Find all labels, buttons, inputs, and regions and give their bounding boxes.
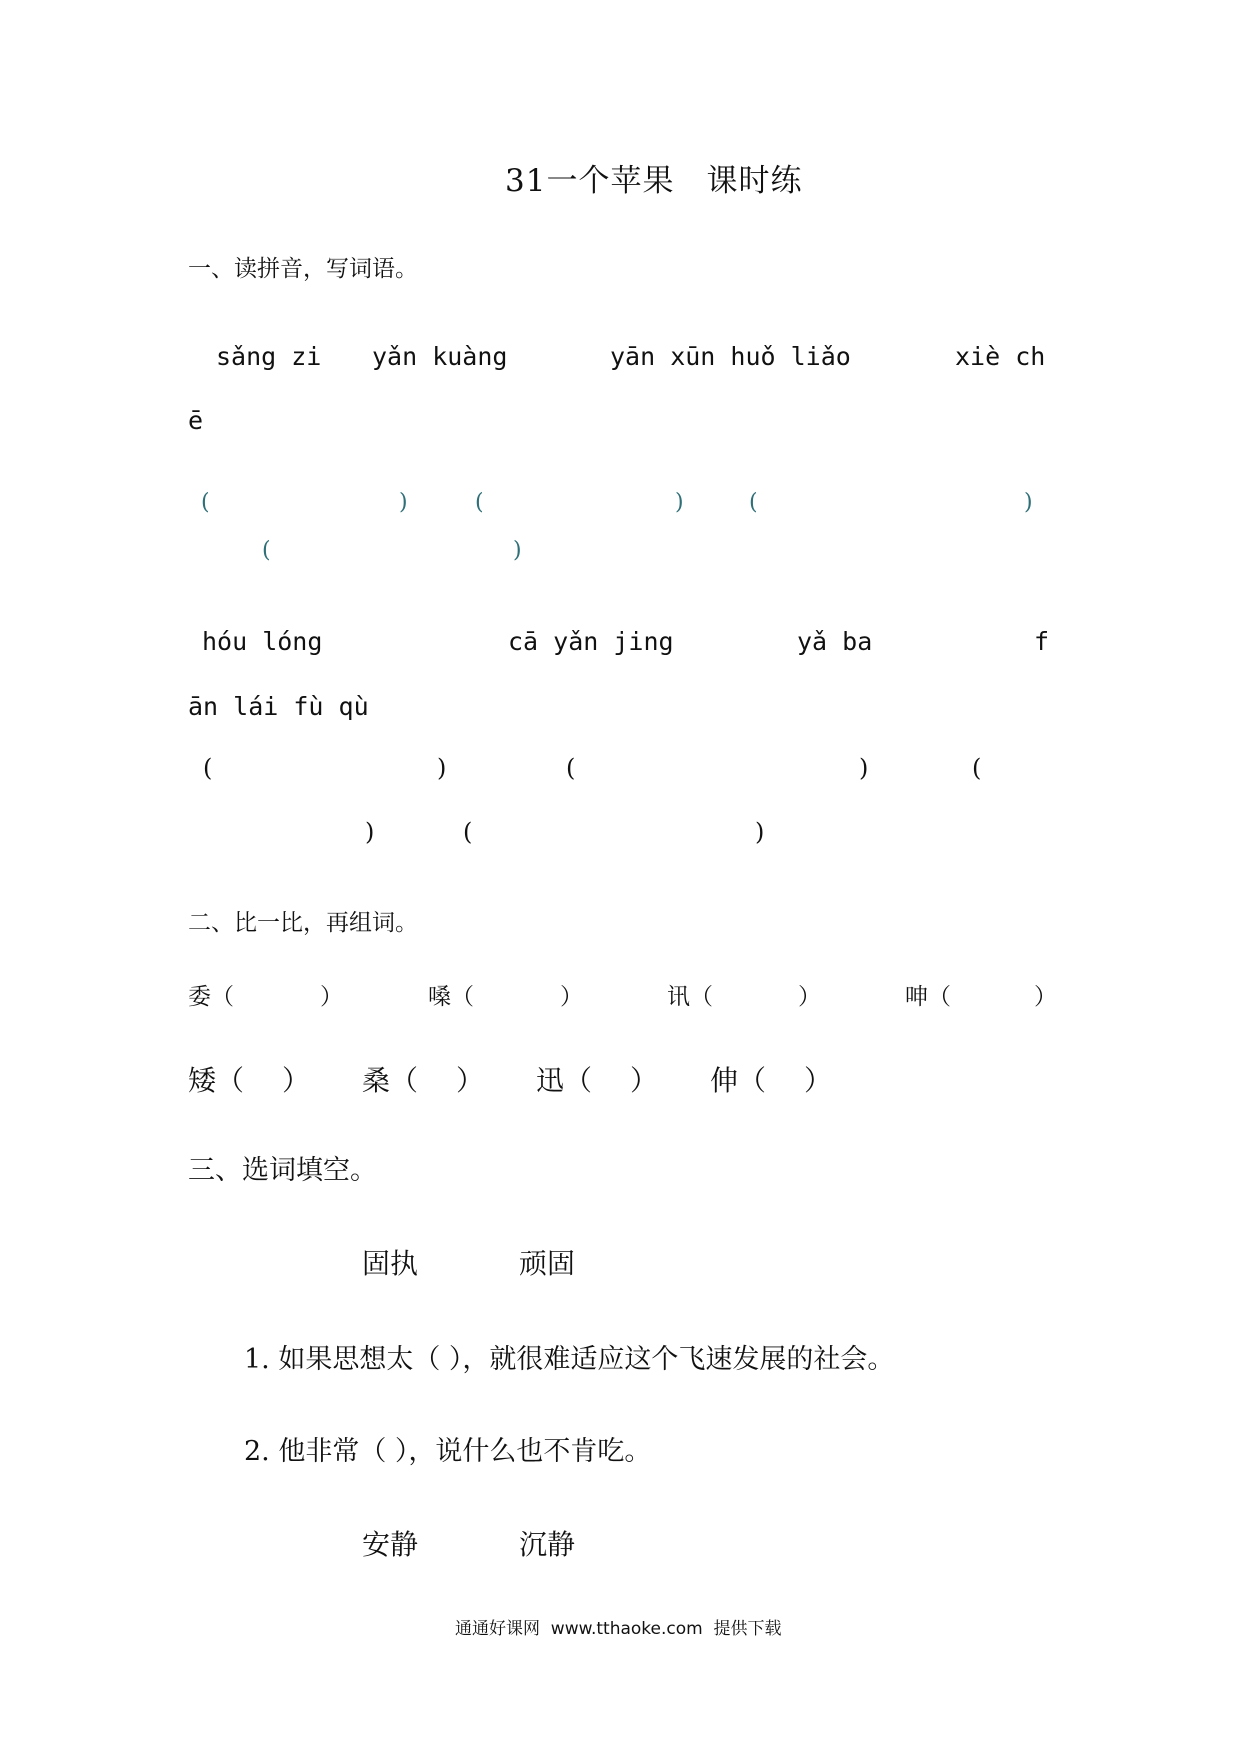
pinyin-word: xiè ch [955,342,1046,371]
open-paren: ( [262,538,271,563]
pinyin-word: cā yǎn jing [508,627,674,656]
open-paren: ( [972,754,982,782]
close-paren: ) [1024,490,1033,515]
pinyin-word: yǎn kuàng [372,342,508,371]
open-paren: ( [201,490,210,515]
fill-sentence-1: 1. 如果思想太（ ），就很难适应这个飞速发展的社会。 [244,1344,895,1375]
word-choice: 固执 [362,1247,419,1280]
pinyin-word: f [1034,627,1050,656]
pinyin-word: sǎng zi [216,342,322,371]
compare-blank-end: ） [456,1064,485,1097]
close-paren: ) [437,754,447,782]
close-paren: ) [399,490,408,515]
pinyin-wrap: ē [188,406,204,435]
section-2-heading: 二、比一比，再组词。 [188,910,418,936]
word-choice: 沉静 [519,1528,576,1561]
pinyin-word: yān xūn huǒ liǎo [610,342,851,371]
word-choice: 顽固 [519,1247,576,1280]
compare-char: 委（ [188,984,234,1010]
word-choice: 安静 [362,1528,419,1561]
fill-sentence-2: 2. 他非常（ ），说什么也不肯吃。 [244,1436,652,1467]
compare-blank-end: ） [320,984,343,1010]
compare-char: 伸（ [710,1064,767,1097]
close-paren: ) [859,754,869,782]
open-paren: ( [749,490,758,515]
close-paren: ) [365,818,375,846]
compare-blank-end: ） [560,984,583,1010]
close-paren: ) [513,538,522,563]
compare-char: 嗓（ [428,984,474,1010]
compare-blank-end: ） [804,1064,833,1097]
open-paren: ( [203,754,213,782]
compare-blank-end: ） [282,1064,311,1097]
section-1-heading: 一、读拼音，写词语。 [188,256,418,282]
compare-char: 迅（ [536,1064,593,1097]
compare-blank-end: ） [1034,984,1057,1010]
open-paren: ( [566,754,576,782]
open-paren: ( [475,490,484,515]
compare-blank-end: ） [630,1064,659,1097]
close-paren: ) [755,818,765,846]
compare-char: 桑（ [362,1064,419,1097]
pinyin-word: yǎ ba [797,627,873,656]
compare-blank-end: ） [798,984,821,1010]
section-3-heading: 三、选词填空。 [188,1155,377,1186]
pinyin-wrap: ān lái fù qù [188,692,369,721]
pinyin-word: hóu lóng [202,627,323,656]
compare-char: 讯（ [667,984,713,1010]
footer-source: 通通好课网 www.tthaoke.com 提供下载 [455,1619,782,1639]
page-title: 31一个苹果 课时练 [505,163,803,199]
open-paren: ( [463,818,473,846]
compare-char: 呻（ [905,984,951,1010]
close-paren: ) [675,490,684,515]
compare-char: 矮（ [188,1064,245,1097]
